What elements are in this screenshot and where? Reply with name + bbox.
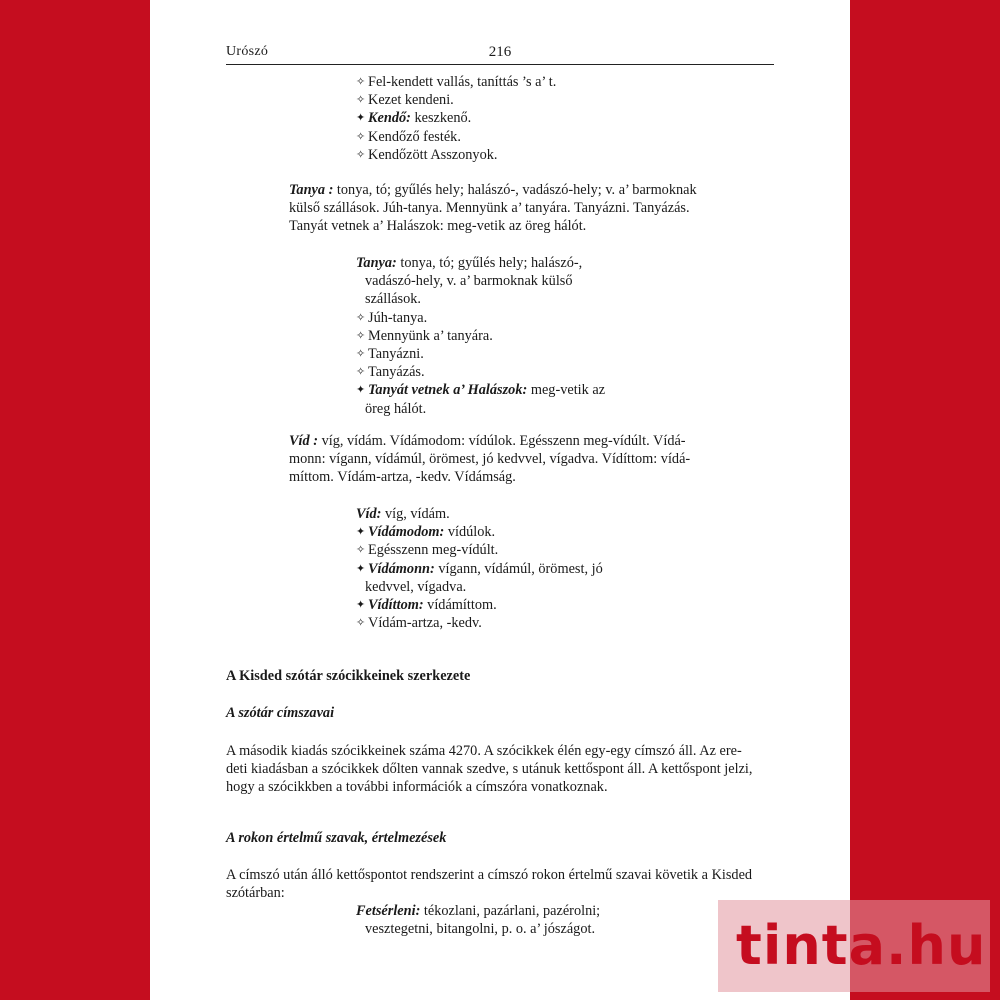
vid-paragraph: Víd : víg, vídám. Vídámodom: vídúlok. Egésszenn meg-vídúlt. Vídá- monn: vígann, vídámúl, örömest, jó kedvvel, vígadva. Vídíttom: vídá- míttom. Vídám-artza, -kedv. Vídámság. (289, 433, 691, 486)
body-paragraph: A címszó után álló kettőspontot rendszerint a címszó rokon értelmű szavai követik a Kisded szótárban: (226, 867, 753, 902)
example-entry: Fetsérleni: tékozlani, pazárlani, pazérolni; vesztegetni, bitangolni, p. o. a’ jószágot. (356, 903, 601, 938)
tanya-entry-block: Tanya: tonya, tó; gyűlés hely; halászó-, vadászó-hely, v. a’ barmoknak külső szállások. ✧ Júh-tanya. ✧ Mennyünk a’ tanyára. ✧ Tanyázni. ✧ Tanyázás. ✦ Tanyát vetnek a’ Halászok: meg-vetik az öreg hálót. (356, 255, 606, 417)
headword: Fetsérleni: (356, 903, 421, 919)
headword: Tanya : (289, 182, 334, 198)
headword: Vídíttom: (368, 596, 424, 613)
tanya-paragraph: Tanya : tonya, tó; gyűlés hely; halászó-, vadászó-hely; v. a’ barmoknak külső szállások. Júh-tanya. Mennyünk a’ tanyára. Tanyázni. Tanyázás. Tanyát vetnek a’ Halászok: meg-vetik az öreg hálót. (289, 182, 697, 235)
list-item: ✧ Vídám-artza, -kedv. (356, 615, 482, 632)
hollow-star-icon: ✧ (356, 347, 366, 360)
list-item: ✧ Mennyünk a’ tanyára. (356, 327, 493, 344)
filled-star-icon: ✦ (356, 598, 366, 611)
headword: Víd: (356, 506, 382, 522)
vid-entry-block: Víd: víg, vídám. ✦ Vídámodom: vídúlok. ✧ Egésszenn meg-vídúlt. ✦ Vídámonn: vígann, vídámúl, örömest, jó kedvvel, vígadva. ✦ Vídíttom: vídámíttom. ✧ Vídám-artza, -kedv. (356, 506, 603, 632)
hollow-star-icon: ✧ (356, 311, 366, 324)
list-item: ✦ Vídámonn: vígann, vídámúl, örömest, jó (356, 560, 603, 577)
page-number: 216 (488, 44, 512, 60)
running-title: Urószó (226, 44, 269, 59)
hollow-star-icon: ✧ (356, 130, 366, 143)
watermark-logo (718, 900, 990, 992)
list-item: ✧ Kendőző festék. (356, 128, 461, 145)
kendo-list (356, 73, 556, 164)
hollow-star-icon: ✧ (356, 366, 366, 379)
list-item: ✦ Vídíttom: vídámíttom. (356, 596, 497, 613)
filled-star-icon: ✦ (356, 112, 366, 125)
list-item: ✧ Tanyázás. (356, 364, 425, 381)
list-item: ✦ Vídámodom: vídúlok. (356, 524, 496, 541)
list-item: ✧ Tanyázni. (356, 345, 424, 362)
hollow-star-icon: ✧ (356, 329, 366, 342)
headword: Vídámodom: (368, 524, 445, 541)
list-item: ✧ Kezet kendeni. (356, 92, 454, 109)
filled-star-icon: ✦ (356, 562, 366, 575)
list-item: ✧ Kendőzött Asszonyok. (356, 146, 498, 163)
list-item: ✦ Tanyát vetnek a’ Halászok: meg-vetik az (356, 382, 606, 399)
headword: Kendő: (368, 110, 411, 127)
hollow-star-icon: ✧ (356, 94, 366, 107)
list-item: ✧ Júh-tanya. (356, 309, 428, 326)
subsection-heading: A szótár címszavai (226, 705, 335, 721)
hollow-star-icon: ✧ (356, 148, 366, 161)
section-heading: A Kisded szótár szócikkeinek szerkezete (226, 668, 471, 684)
body-paragraph: A második kiadás szócikkeinek száma 4270. A szócikkek élén egy-egy címszó áll. Az ere- deti kiadásban a szócikkek dőlten vannak szedve, s utánuk kettőspont áll. A kettőspont jelzi, hogy a szócikkben a további információk a címszóra vonatkoznak. (226, 743, 753, 796)
hollow-star-icon: ✧ (356, 76, 366, 88)
headword: Tanyát vetnek a’ Halászok: (368, 382, 528, 399)
list-item: ✦ Kendő: keszkenő. (356, 110, 472, 127)
headword: Vídámonn: (368, 560, 435, 577)
list-item: ✧ Egésszenn meg-vídúlt. (356, 542, 499, 559)
filled-star-icon: ✦ (356, 384, 366, 397)
filled-star-icon: ✦ (356, 526, 366, 539)
headword: Tanya: (356, 255, 397, 271)
hollow-star-icon: ✧ (356, 544, 366, 557)
hollow-star-icon: ✧ (356, 617, 366, 630)
subsection-heading: A rokon értelmű szavak, értelmezések (226, 830, 447, 846)
page-header (226, 44, 774, 65)
book-page (150, 0, 850, 1000)
list-item: ✧ Fel-kendett vallás, taníttás ’s a’ t. (356, 74, 557, 90)
headword: Víd : (289, 433, 318, 449)
watermark-text: tinta.hu (736, 914, 987, 977)
